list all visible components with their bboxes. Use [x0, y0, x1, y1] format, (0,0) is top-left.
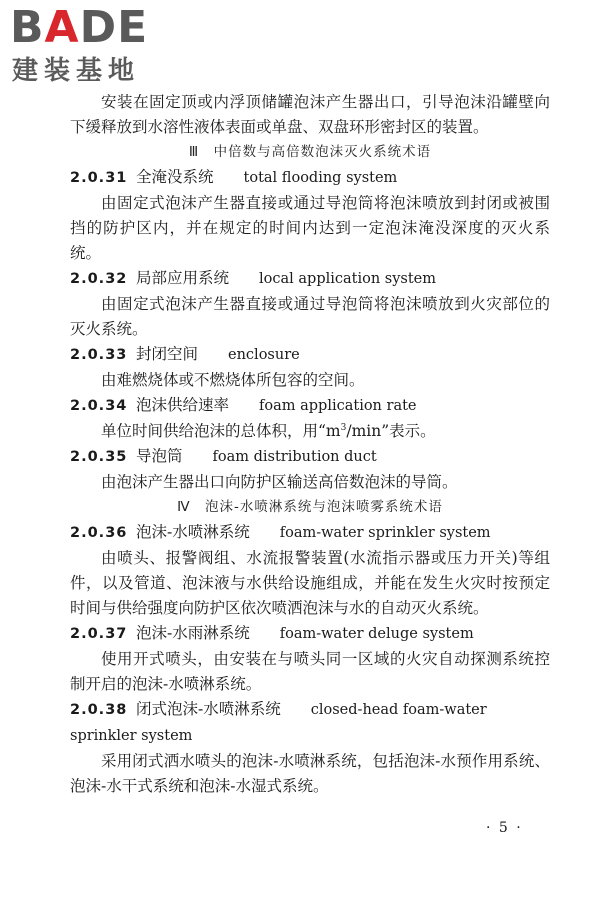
term-definition: 由泡沫产生器出口向防护区输送高倍数泡沫的导筒。: [101, 473, 458, 491]
term-2-0-32: [70, 266, 550, 292]
definition-text: 单位时间供给泡沫的总体积，用“m: [101, 422, 341, 440]
term-2-0-38: [70, 697, 550, 749]
term-number: 2.0.35: [70, 449, 128, 465]
section-heading-4: Ⅳ 泡沫-水喷淋系统与泡沫喷雾系统术语: [177, 499, 443, 515]
term-2-0-31: [70, 165, 550, 191]
term-2-0-35: [70, 444, 550, 470]
term-zh: 局部应用系统: [136, 269, 230, 287]
term-en: foam-water deluge system: [279, 626, 474, 642]
term-number: 2.0.31: [70, 170, 128, 186]
term-definition: 采用闭式洒水喷头的泡沫-水喷淋系统，包括泡沫-水预作用系统、泡沫-水干式系统和泡沫-水湿式系统。: [70, 752, 550, 795]
term-zh: 全淹没系统: [136, 168, 214, 186]
term-zh: 导泡筒: [136, 447, 183, 465]
term-definition: 由喷头、报警阀组、水流报警装置(水流指示器或压力开关)等组件，以及管道、泡沫液与水供给设施组成，并能在发生火灾时按预定时间与供给强度向防护区依次喷洒泡沫与水的自动灭火系统。: [70, 549, 550, 617]
term-number: 2.0.34: [70, 398, 128, 414]
term-en: foam application rate: [259, 398, 417, 414]
term-en: foam distribution duct: [212, 449, 377, 465]
term-en: foam-water sprinkler system: [279, 525, 491, 541]
logo-letter-b: B: [10, 2, 45, 53]
term-number: 2.0.33: [70, 347, 128, 363]
logo-letter-a: A: [44, 2, 80, 53]
term-en: local application system: [259, 271, 437, 287]
term-zh: 泡沫-水喷淋系统: [136, 523, 250, 541]
term-definition: 由固定式泡沫产生器直接或通过导泡筒将泡沫喷放到封闭或被围挡的防护区内，并在规定的时间内达到一定泡沫淹没深度的灭火系统。: [70, 194, 550, 262]
term-definition: 由固定式泡沫产生器直接或通过导泡筒将泡沫喷放到火灾部位的灭火系统。: [70, 295, 550, 338]
term-definition: [70, 419, 550, 444]
term-number: 2.0.36: [70, 525, 128, 541]
term-en: closed-head foam-water sprinkler system: [70, 702, 487, 744]
section-heading-3: Ⅲ 中倍数与高倍数泡沫灭火系统术语: [188, 144, 432, 160]
term-definition: 由难燃烧体或不燃烧体所包容的空间。: [101, 371, 365, 389]
term-definition: 使用开式喷头，由安装在与喷头同一区域的火灾自动探测系统控制开启的泡沫-水喷淋系统。: [70, 650, 550, 693]
term-2-0-34: [70, 393, 550, 419]
term-number: 2.0.38: [70, 702, 128, 718]
term-2-0-36: [70, 520, 550, 546]
term-zh: 泡沫供给速率: [136, 396, 230, 414]
intro-paragraph: 安装在固定顶或内浮顶储罐泡沫产生器出口，引导泡沫沿罐壁向下缓释放到水溶性液体表面或单盘、双盘环形密封区的装置。: [70, 93, 550, 136]
term-number: 2.0.37: [70, 626, 128, 642]
term-number: 2.0.32: [70, 271, 128, 287]
page-number: · 5 ·: [486, 820, 523, 836]
superscript: 3: [340, 422, 347, 433]
term-zh: 泡沫-水雨淋系统: [136, 624, 250, 642]
term-zh: 闭式泡沫-水喷淋系统: [136, 700, 281, 718]
logo: [10, 2, 190, 86]
term-zh: 封闭空间: [136, 345, 199, 363]
logo-subtitle: 建装基地: [12, 56, 141, 86]
logo-brand: [10, 2, 149, 53]
document-body: [70, 90, 550, 799]
term-2-0-37: [70, 621, 550, 647]
term-en: enclosure: [228, 347, 300, 363]
logo-letters-de: DE: [79, 2, 149, 53]
term-2-0-33: [70, 342, 550, 368]
definition-text: /min”表示。: [346, 422, 436, 440]
term-en: total flooding system: [243, 170, 398, 186]
